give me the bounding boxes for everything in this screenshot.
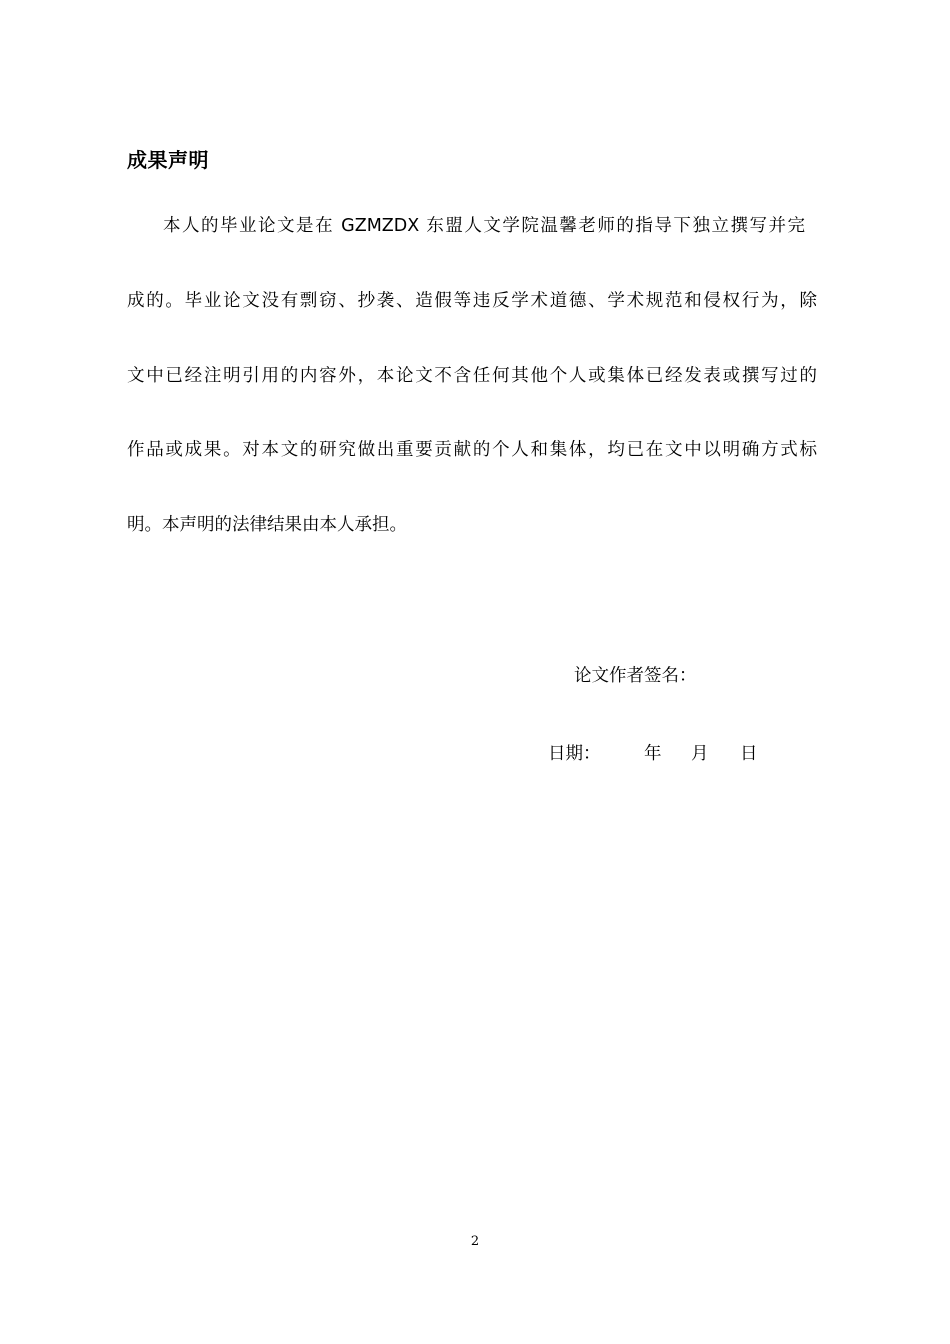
body-paragraph-line: 文中已经注明引用的内容外，本论文不含任何其他个人或集体已经发表或撰写过的 [127, 366, 817, 386]
body-paragraph-line: 成的。毕业论文没有剽窃、抄袭、造假等违反学术道德、学术规范和侵权行为，除 [127, 291, 817, 311]
date-label: 日期： [548, 744, 601, 764]
body-paragraph-line: 本人的毕业论文是在 GZMZDX 东盟人文学院温馨老师的指导下独立撰写并完 [163, 216, 805, 236]
date-day-label: 日 [740, 744, 758, 764]
author-signature-label: 论文作者签名： [574, 666, 697, 686]
page-title: 成果声明 [127, 148, 209, 172]
date-year-label: 年 [644, 744, 662, 764]
body-paragraph-line: 明。本声明的法律结果由本人承担。 [127, 515, 407, 535]
date-month-label: 月 [691, 744, 709, 764]
body-paragraph-line: 作品或成果。对本文的研究做出重要贡献的个人和集体，均已在文中以明确方式标 [127, 440, 817, 460]
page-number: 2 [470, 1234, 480, 1249]
